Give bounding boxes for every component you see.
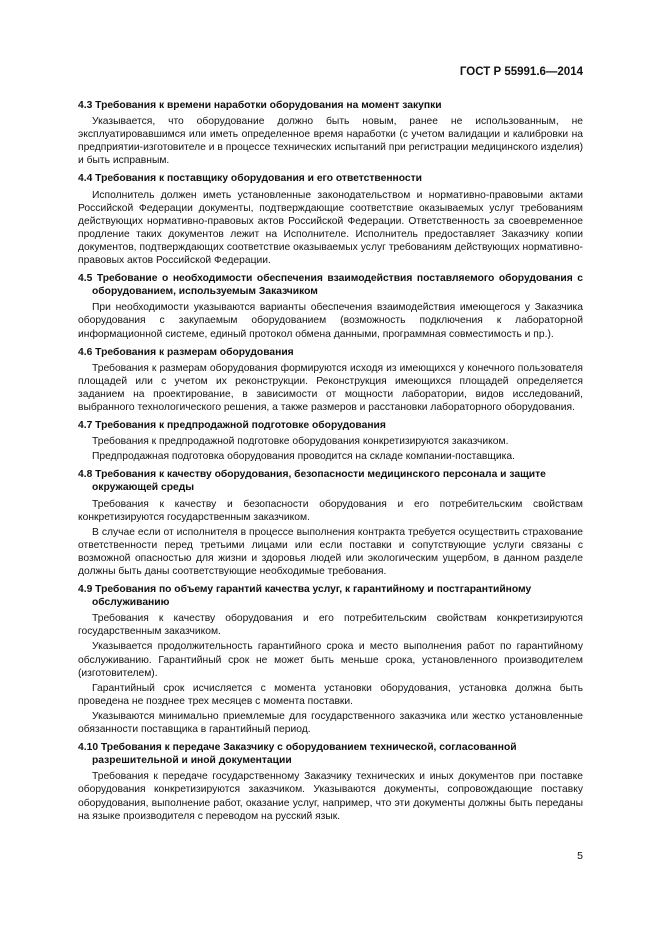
section-4-7: [78, 419, 583, 463]
section-title: 4.6 Требования к размерам оборудования: [78, 346, 294, 358]
section-4-3: [78, 99, 583, 167]
section-4-6: [78, 346, 583, 414]
section-title: 4.3 Требования к времени наработки оборудования на момент закупки: [78, 100, 442, 111]
paragraph: Предпродажная подготовка оборудования проводится на складе компании-поставщика.: [92, 451, 515, 463]
paragraph: Указывается, что оборудование должно быть новым, ранее не использованным, не эксплуатировавшимся или иметь определенное время наработки (с учетом валидации и калибровки на предприятии-изготовителе и в процессе технических испытаний при регистрации медицинского изделия) и быть исправным.: [78, 116, 583, 167]
document-body: [78, 94, 583, 825]
section-title: 4.10 Требования к передаче Заказчику с оборудованием технической, согласованной разрешительной и иной документации: [78, 742, 517, 767]
section-4-4: [78, 172, 583, 267]
paragraph: Требования к качеству и безопасности оборудования и его потребительским свойствам конкретизируются государственным заказчиком.: [78, 498, 583, 523]
paragraph: При необходимости указываются варианты обеспечения взаимодействия имеющегося у Заказчика оборудования с закупаемым оборудованием (возможность подключения к лабораторной информационной системе, единый протокол обмена данными, программная совместимость и пр.).: [78, 302, 583, 340]
page-number: 5: [577, 850, 583, 862]
section-4-5: [78, 272, 583, 340]
section-4-10: [78, 741, 583, 823]
paragraph: В случае если от исполнителя в процессе выполнения контракта требуется осуществить страхование ответственности перед третьими лицами или если поставки и сопутствующие услуги связаны с возможной опасностью для жизни и здоровья людей или экологическим ущербом, в данном разделе должны быть даны соответствующие необходимые требования.: [78, 526, 583, 577]
paragraph: Требования к предпродажной подготовке оборудования конкретизируются заказчиком.: [92, 436, 509, 448]
paragraph: Исполнитель должен иметь установленные законодательством и нормативно-правовыми актами Российской Федерации документы, подтверждающие соответствие оказываемых услуг требованиям действующих нормативно-правовых актов Российской Федерации. Ответственность за своевременное продление таких документов лежит на Исполнителе. Исполнитель предоставляет Заказчику копии документов, подтверждающих соответствие оказываемых услуг требованиям действующих нормативно-правовых актов Российской Федерации.: [78, 189, 583, 267]
paragraph: Требования к передаче государственному Заказчику технических и иных документов при поставке оборудования конкретизируются заказчиком. Указываются документы, сопровождающие поставку оборудования, выполнение работ, оказание услуг, например, что эти документы должны быть переданы на языке производителя с переводом на русский язык.: [78, 771, 583, 822]
section-title: 4.8 Требования к качеству оборудования, безопасности медицинского персонала и защите окружающей среды: [78, 469, 546, 494]
paragraph: Требования к качеству оборудования и его потребительским свойствам конкретизируются государственным заказчиком.: [78, 613, 583, 638]
section-title: 4.4 Требования к поставщику оборудования и его ответственности: [78, 173, 423, 185]
section-4-8: [78, 468, 583, 578]
paragraph: Указываются минимально приемлемые для государственного заказчика или жестко установленные обязанности поставщика в гарантийный период.: [78, 710, 583, 736]
paragraph: Гарантийный срок исчисляется с момента установки оборудования, установка должна быть проведена не позднее трех месяцев с момента поставки.: [78, 682, 583, 707]
section-title: 4.7 Требования к предпродажной подготовке оборудования: [78, 420, 386, 432]
paragraph: Требования к размерам оборудования формируются исходя из имеющихся у конечного пользователя площадей или с учетом их реконструкции. Реконструкция имеющихся площадей определяется заданием на проектирование, в зависимости от мощности лаборатории, видов исследований, выбранного технологического решения, а также размеров и расстановки лабораторного оборудования.: [78, 362, 583, 413]
standard-header: ГОСТ Р 55991.6—2014: [459, 66, 583, 78]
section-title: 4.5 Требование о необходимости обеспечения взаимодействия поставляемого оборудования с оборудованием, используемым Заказчиком: [78, 273, 583, 298]
section-title: 4.9 Требования по объему гарантий качества услуг, к гарантийному и постгарантийному обслуживанию: [78, 584, 532, 609]
section-4-9: [78, 583, 583, 736]
paragraph: Указывается продолжительность гарантийного срока и место выполнения работ по гарантийному обслуживанию. Гарантийный срок не может быть меньше срока, установленного производителем (изготовителем).: [78, 641, 583, 679]
